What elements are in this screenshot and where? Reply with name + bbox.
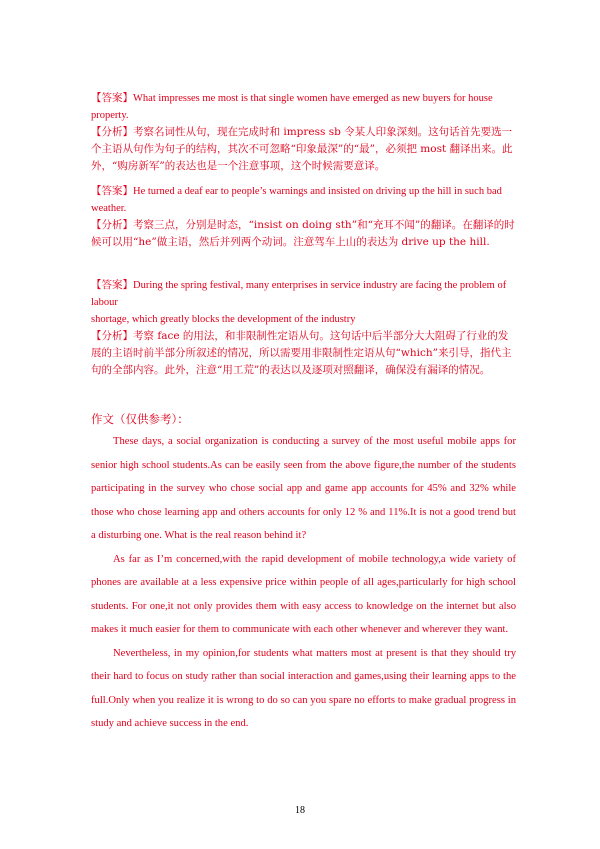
analysis-text: 考察三点，分别是时态，“insist on doing sth”和“充耳不闻”的翻译。在翻译的时候可以用“he”做主语，然后并列两个动词。注意驾车上山的表达为 drive up the hill. xyxy=(91,219,515,248)
answer-block-1 xyxy=(91,90,516,175)
answer-tag: 【答案】 xyxy=(91,92,133,104)
answer-tag: 【答案】 xyxy=(91,279,133,291)
analysis-text: 考察名词性从句，现在完成时和 impress sb 令某人印象深刻。这句话首先要选一个主语从句作为句子的结构，其次不可忽略“印象最深”的“最”，必须把 most 翻译出来。此外，“购房新军”的表达也是一个注意事项，这个时候需要意译。 xyxy=(91,126,513,172)
answer-3 xyxy=(91,277,516,311)
answer-text-line1: During the spring festival, many enterprises in service industry are facing the problem of labour xyxy=(91,280,507,308)
analysis-tag: 【分析】 xyxy=(91,126,133,138)
essay-title: 作文（仅供参考）： xyxy=(91,412,189,426)
analysis-3 xyxy=(91,328,516,379)
answer-block-3 xyxy=(91,277,516,379)
analysis-1 xyxy=(91,124,516,175)
answer-block-2 xyxy=(91,183,516,251)
analysis-text: 考察 face 的用法，和非限制性定语从句。这句话中后半部分大大阻碍了行业的发展的主语时前半部分所叙述的情况，所以需要用非限制性定语从句“which”来引导，指代主句的全部内容。此外，注意“用工荒”的表达以及逐项对照翻译，确保没有漏译的情况。 xyxy=(91,330,512,376)
answer-text: He turned a deaf ear to people’s warnings and insisted on driving up the hill in such bad weather. xyxy=(91,186,502,214)
answer-tag: 【答案】 xyxy=(91,185,133,197)
essay-paragraph-2: As far as I’m concerned,with the rapid development of mobile technology,a wide variety of phones are available at a less expensive price within people of all ages,particularly for high school students. For one,it not only provides them with easy access to knowledge on the internet but also makes it much easier for them to communicate with each other whenever and wherever they want. xyxy=(91,553,516,635)
essay-paragraph-3: Nevertheless, in my opinion,for students what matters most at present is that they should try their hard to focus on study rather than social interaction and games,using their learning apps to the full.Only when you realize it is wrong to do so can you spare no efforts to make gradual progress in study and achieve success in the end. xyxy=(91,647,516,729)
answer-2 xyxy=(91,183,516,217)
analysis-tag: 【分析】 xyxy=(91,330,133,342)
analysis-tag: 【分析】 xyxy=(91,219,133,231)
essay-paragraph-1: These days, a social organization is conducting a survey of the most useful mobile apps for senior high school students.As can be easily seen from the above figure,the number of the students participating in the survey who chose social app and game app accounts for 45% and 32% while those who chose learning app and others accounts for only 12 % and 11%.It is not a good trend but a disturbing one. What is the real reason behind it? xyxy=(91,436,516,541)
essay-body xyxy=(91,430,516,736)
analysis-2 xyxy=(91,217,516,251)
answer-1 xyxy=(91,90,516,124)
answer-text-line2: shortage, which greatly blocks the development of the industry xyxy=(91,314,356,325)
page-number: 18 xyxy=(295,805,305,816)
answer-text: What impresses me most is that single women have emerged as new buyers for house property. xyxy=(91,93,493,121)
